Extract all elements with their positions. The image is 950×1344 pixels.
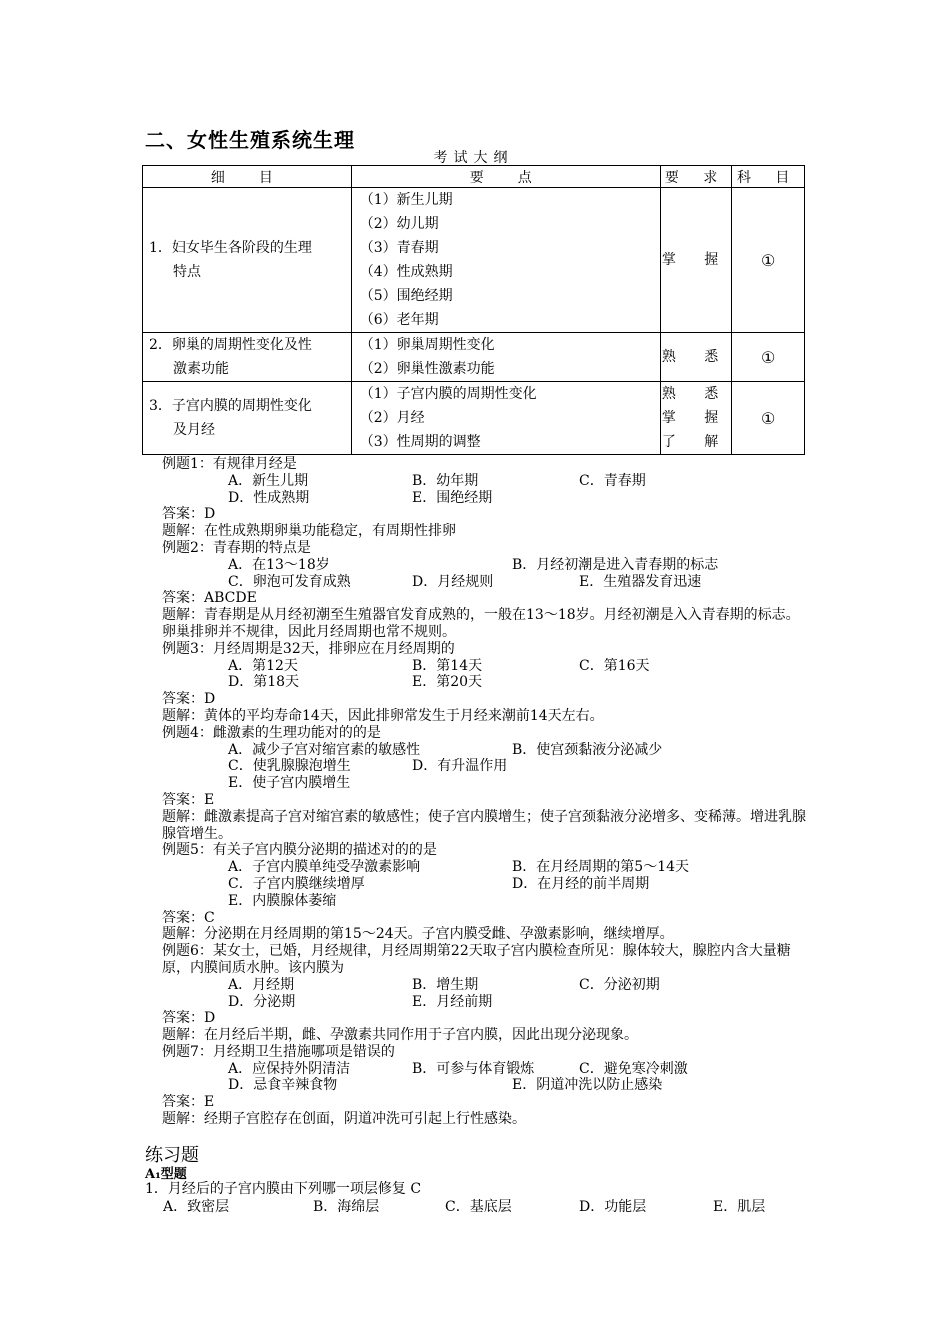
point-item: （2）月经 xyxy=(359,410,425,426)
option-text: A．第12天 xyxy=(228,657,298,674)
question-text: 例题4：雌激素的生理功能对的的是 xyxy=(162,724,381,741)
subject-cell: ① xyxy=(732,188,805,333)
header-topic: 细 目 xyxy=(143,166,352,188)
options-row xyxy=(145,658,810,675)
option-text: D．功能层 xyxy=(579,1199,647,1215)
option-text: A．应保持外阴清洁 xyxy=(228,1060,351,1077)
points-cell xyxy=(351,333,660,382)
option-text: A．月经期 xyxy=(228,976,295,993)
question-text: 例题7：月经期卫生措施哪项是错误的 xyxy=(162,1043,395,1060)
practice-section xyxy=(145,1180,810,1216)
answer-text: 答案：E xyxy=(162,791,215,808)
option-text: E．月经前期 xyxy=(412,993,493,1010)
answer-text: 答案：D xyxy=(162,1010,216,1027)
table-row xyxy=(143,382,805,455)
option-text: A．子宫内膜单纯受孕激素影响 xyxy=(228,859,421,876)
option-text: D．性成熟期 xyxy=(228,489,310,506)
table-row xyxy=(143,188,805,333)
options-row xyxy=(145,674,810,691)
options-row xyxy=(145,1198,810,1216)
requirement-text: 掌 握 xyxy=(661,410,731,426)
table-row xyxy=(143,333,805,382)
question-text: 例题3：月经周期是32天，排卵应在月经周期的 xyxy=(162,640,455,657)
option-text: A．新生儿期 xyxy=(228,472,309,489)
page-title: 二、女性生殖系统生理 xyxy=(145,128,355,152)
options-row xyxy=(145,977,810,994)
answer-text: 答案：ABCDE xyxy=(162,590,257,607)
question-text: 例题6：某女士，已婚，月经规律，月经周期第22天取子宫内膜检查所见：腺体较大，腺腔内含大量糖原，内膜间质水肿。该内膜为 xyxy=(162,943,791,976)
explanation-text: 题解：在性成熟期卵巢功能稳定，有周期性排卵 xyxy=(162,523,456,540)
options-row xyxy=(145,742,810,759)
option-text: C．使乳腺腺泡增生 xyxy=(228,758,351,775)
point-item: （5）围绝经期 xyxy=(359,288,453,304)
option-text: E．使子宫内膜增生 xyxy=(228,775,351,792)
question-text: 例题1：有规律月经是 xyxy=(162,456,297,472)
example-question xyxy=(145,943,810,1044)
options-row xyxy=(145,557,810,574)
option-text: E．内膜腺体萎缩 xyxy=(228,892,337,909)
options-row xyxy=(145,1061,810,1078)
point-item: （6）老年期 xyxy=(359,312,439,328)
point-item: （3）性周期的调整 xyxy=(359,434,481,450)
practice-title: 练习题 xyxy=(145,1145,199,1166)
points-cell xyxy=(351,188,660,333)
option-text: B．使宫颈黏液分泌减少 xyxy=(512,741,663,758)
option-text: A．减少子宫对缩宫素的敏感性 xyxy=(228,741,421,758)
option-text: C．避免寒冷刺激 xyxy=(579,1060,688,1077)
topic-text: 激素功能 xyxy=(173,361,229,377)
option-text: C．基底层 xyxy=(445,1199,512,1215)
options-row xyxy=(145,876,810,893)
point-item: （4）性成熟期 xyxy=(359,264,453,280)
explanation-text: 题解：黄体的平均寿命14天，因此排卵常发生于月经来潮前14天左右。 xyxy=(162,707,604,724)
explanation-text: 题解：青春期是从月经初潮至生殖器官发育成熟的，一般在13～18岁。月经初潮是入入青春期的标志。卵巢排卵并不规律，因此月经周期也常不规则。 xyxy=(162,607,800,640)
requirement-text: 熟 悉 xyxy=(661,349,731,365)
header-requirement: 要 求 xyxy=(660,166,732,188)
options-row xyxy=(145,473,810,490)
option-text: A．在13～18岁 xyxy=(228,556,330,573)
option-text: D．第18天 xyxy=(228,674,300,691)
example-question xyxy=(145,725,810,843)
option-text: C．分泌初期 xyxy=(579,976,660,993)
point-item: （1）卵巢周期性变化 xyxy=(359,337,495,353)
option-text: C．青春期 xyxy=(579,472,646,489)
option-text: A．致密层 xyxy=(163,1199,230,1215)
answer-text: 答案：D xyxy=(162,506,216,523)
option-text: E．围绝经期 xyxy=(412,489,493,506)
requirement-text: 熟 悉 xyxy=(661,386,731,402)
answer-text: 答案：D xyxy=(162,691,216,708)
topic-cell xyxy=(143,382,352,455)
explanation-text: 题解：在月经后半期，雌、孕激素共同作用于子宫内膜，因此出现分泌现象。 xyxy=(162,1027,638,1044)
topic-cell xyxy=(143,188,352,333)
requirement-cell xyxy=(660,333,732,382)
option-text: E．肌层 xyxy=(713,1199,766,1215)
options-row xyxy=(145,574,810,591)
example-question xyxy=(145,641,810,725)
option-text: B．月经初潮是进入青春期的标志 xyxy=(512,556,719,573)
option-text: D．月经规则 xyxy=(412,573,494,590)
options-row xyxy=(145,490,810,507)
question-type-label: A₁型题 xyxy=(145,1167,187,1182)
options-row xyxy=(145,893,810,910)
answer-text: 答案：C xyxy=(162,909,215,926)
point-item: （2）幼儿期 xyxy=(359,216,439,232)
topic-text: 特点 xyxy=(173,264,201,280)
option-text: E．阴道冲洗以防止感染 xyxy=(512,1077,663,1094)
option-text: D．忌食辛辣食物 xyxy=(228,1077,338,1094)
topic-text: 及月经 xyxy=(173,422,215,438)
outline-title: 考试大纲 xyxy=(433,150,514,166)
requirement-text: 掌 握 xyxy=(661,252,731,268)
topic-text: 1．妇女毕生各阶段的生理 xyxy=(149,240,312,256)
syllabus-table xyxy=(142,165,805,455)
option-text: C．第16天 xyxy=(579,657,650,674)
question-text: 例题2：青春期的特点是 xyxy=(162,539,311,556)
option-text: D．分泌期 xyxy=(228,993,296,1010)
option-text: D．在月经的前半周期 xyxy=(512,875,650,892)
requirement-text: 了 解 xyxy=(661,434,731,450)
header-points: 要 点 xyxy=(351,166,660,188)
topic-cell xyxy=(143,333,352,382)
option-text: E．第20天 xyxy=(412,674,483,691)
explanation-text: 题解：经期子宫腔存在创面，阴道冲洗可引起上行性感染。 xyxy=(162,1111,526,1128)
option-text: B．幼年期 xyxy=(412,472,479,489)
option-text: B．在月经周期的第5～14天 xyxy=(512,859,690,876)
option-text: B．海绵层 xyxy=(313,1199,380,1215)
point-item: （1）新生儿期 xyxy=(359,192,453,208)
requirement-cell xyxy=(660,188,732,333)
topic-text: 3．子宫内膜的周期性变化 xyxy=(149,398,312,414)
table-header-row xyxy=(143,166,805,188)
option-text: C．卵泡可发育成熟 xyxy=(228,573,351,590)
point-item: （1）子宫内膜的周期性变化 xyxy=(359,386,537,402)
example-question xyxy=(145,842,810,943)
explanation-text: 题解：分泌期在月经周期的第15～24天。子宫内膜受雌、孕激素影响，继续增厚。 xyxy=(162,926,674,943)
example-question xyxy=(145,540,810,641)
explanation-text: 题解：雌激素提高子宫对缩宫素的敏感性；使子宫内膜增生；使子宫颈黏液分泌增多、变稀薄。增进乳腺腺管增生。 xyxy=(162,808,806,842)
examples-section xyxy=(145,456,810,1128)
subject-cell: ① xyxy=(732,382,805,455)
point-item: （2）卵巢性激素功能 xyxy=(359,361,495,377)
example-question xyxy=(145,456,810,540)
question-text: 1．月经后的子宫内膜由下列哪一项层修复 C xyxy=(145,1181,422,1197)
option-text: E．生殖器发育迅速 xyxy=(579,573,702,590)
points-cell xyxy=(351,382,660,455)
option-text: B．可参与体育锻炼 xyxy=(412,1060,535,1077)
header-subject: 科 目 xyxy=(732,166,805,188)
option-text: B．第14天 xyxy=(412,657,483,674)
question-text: 例题5：有关子宫内膜分泌期的描述对的的是 xyxy=(162,842,437,859)
requirement-cell xyxy=(660,382,732,455)
options-row xyxy=(145,758,810,775)
options-row xyxy=(145,859,810,876)
example-question xyxy=(145,1044,810,1128)
options-row xyxy=(145,775,810,792)
topic-text: 2．卵巢的周期性变化及性 xyxy=(149,337,312,353)
point-item: （3）青春期 xyxy=(359,240,439,256)
subject-cell: ① xyxy=(732,333,805,382)
options-row xyxy=(145,994,810,1011)
option-text: B．增生期 xyxy=(412,976,479,993)
answer-text: 答案：E xyxy=(162,1094,215,1111)
option-text: D．有升温作用 xyxy=(412,758,508,775)
options-row xyxy=(145,1077,810,1094)
option-text: C．子宫内膜继续增厚 xyxy=(228,875,365,892)
